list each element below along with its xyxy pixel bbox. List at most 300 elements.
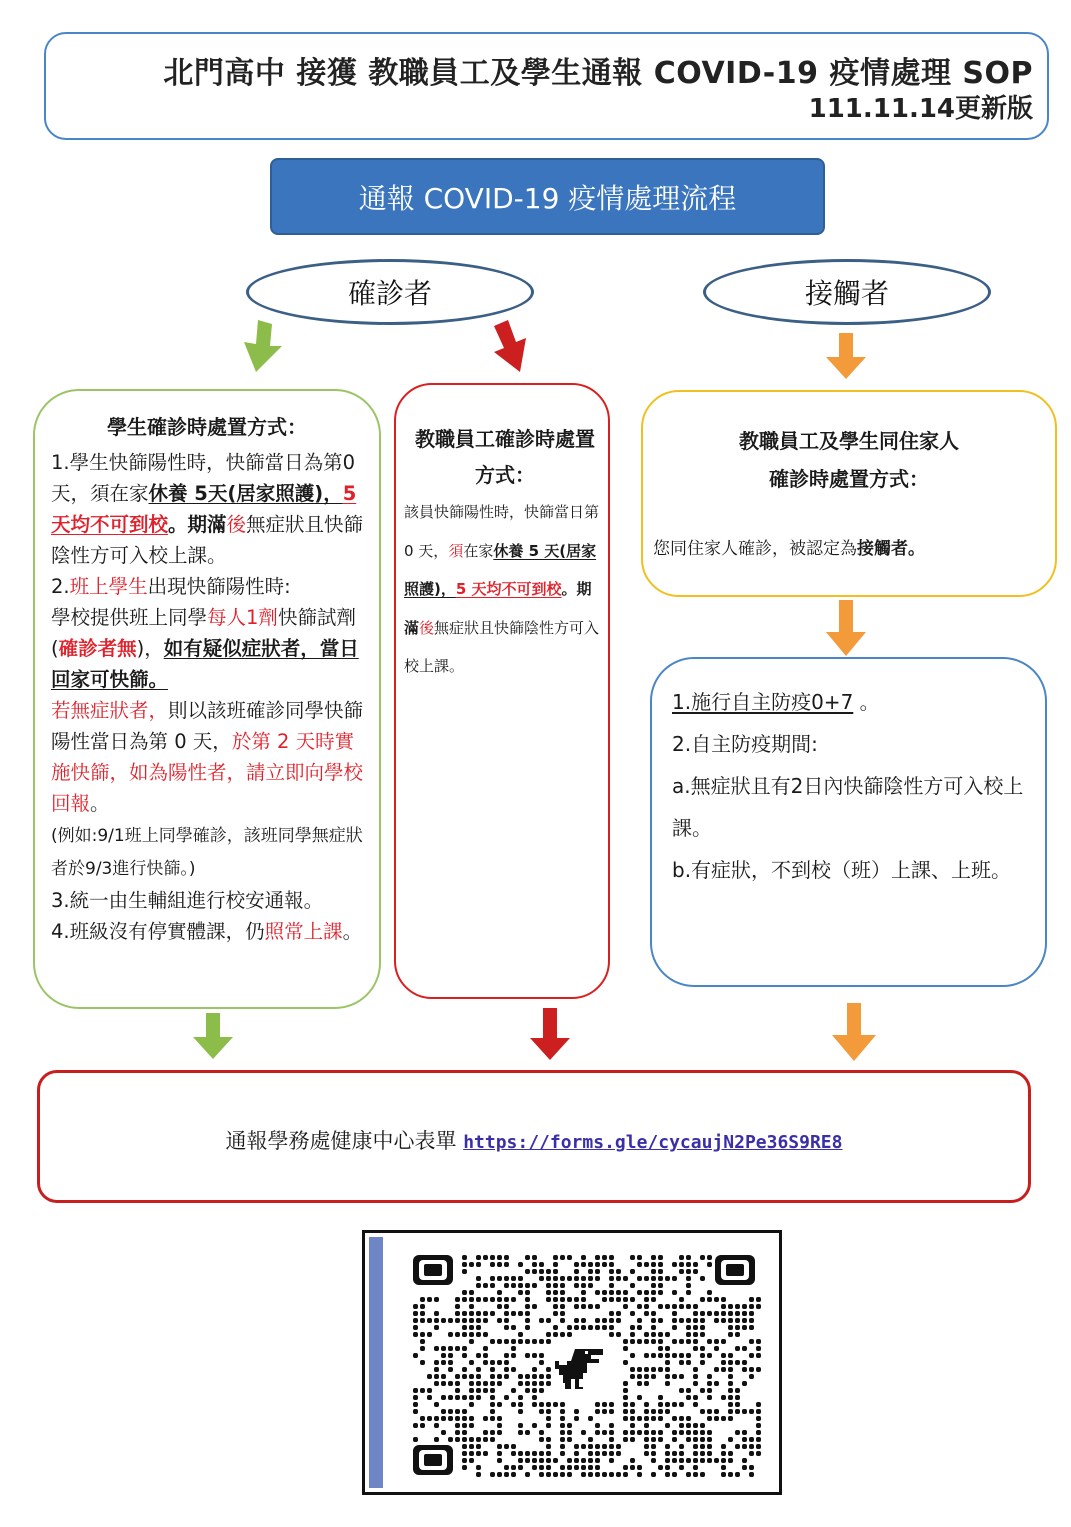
qr-module bbox=[679, 1304, 684, 1309]
qr-module bbox=[490, 1430, 495, 1435]
qr-module bbox=[623, 1430, 628, 1435]
qr-module bbox=[504, 1255, 509, 1260]
qr-module bbox=[693, 1339, 698, 1344]
qr-module bbox=[553, 1290, 558, 1295]
qr-module bbox=[714, 1318, 719, 1323]
qr-module bbox=[462, 1367, 467, 1372]
qr-module bbox=[420, 1388, 425, 1393]
qr-module bbox=[462, 1346, 467, 1351]
qr-module bbox=[595, 1465, 600, 1470]
qr-module bbox=[658, 1318, 663, 1323]
qr-module bbox=[707, 1374, 712, 1379]
qr-module bbox=[420, 1304, 425, 1309]
qr-module bbox=[679, 1262, 684, 1267]
qr-module bbox=[637, 1255, 642, 1260]
qr-module bbox=[427, 1332, 432, 1337]
qr-module bbox=[532, 1465, 537, 1470]
qr-module bbox=[686, 1318, 691, 1323]
qr-module bbox=[476, 1318, 481, 1323]
qr-module bbox=[511, 1311, 516, 1316]
update-date: 111.11.14更新版 bbox=[808, 94, 1033, 124]
qr-module bbox=[693, 1318, 698, 1323]
qr-module bbox=[609, 1318, 614, 1323]
qr-module bbox=[574, 1269, 579, 1274]
qr-module bbox=[525, 1458, 530, 1463]
qr-module bbox=[609, 1297, 614, 1302]
qr-module bbox=[679, 1318, 684, 1323]
qr-module bbox=[462, 1451, 467, 1456]
text: 休養 5天(居家照護)， bbox=[148, 482, 343, 505]
qr-module bbox=[455, 1381, 460, 1386]
qr-module bbox=[525, 1472, 530, 1477]
qr-module bbox=[420, 1297, 425, 1302]
qr-module bbox=[588, 1283, 593, 1288]
qr-module bbox=[560, 1290, 565, 1295]
qr-module bbox=[595, 1430, 600, 1435]
qr-module bbox=[469, 1311, 474, 1316]
qr-module bbox=[574, 1304, 579, 1309]
qr-module bbox=[651, 1276, 656, 1281]
qr-module bbox=[721, 1465, 726, 1470]
qr-code[interactable] bbox=[362, 1230, 782, 1495]
qr-module bbox=[749, 1304, 754, 1309]
qr-module bbox=[637, 1381, 642, 1386]
qr-module bbox=[637, 1395, 642, 1400]
qr-module bbox=[518, 1409, 523, 1414]
qr-module bbox=[476, 1472, 481, 1477]
qr-module bbox=[637, 1304, 642, 1309]
qr-module bbox=[546, 1297, 551, 1302]
qr-module bbox=[686, 1283, 691, 1288]
qr-module bbox=[490, 1395, 495, 1400]
qr-module bbox=[574, 1318, 579, 1323]
qr-module bbox=[469, 1339, 474, 1344]
qr-module bbox=[665, 1360, 670, 1365]
qr-module bbox=[707, 1416, 712, 1421]
qr-module bbox=[721, 1318, 726, 1323]
qr-module bbox=[749, 1374, 754, 1379]
qr-module bbox=[693, 1402, 698, 1407]
qr-module bbox=[623, 1409, 628, 1414]
qr-module bbox=[658, 1304, 663, 1309]
qr-module bbox=[511, 1353, 516, 1358]
qr-module bbox=[693, 1346, 698, 1351]
qr-module bbox=[476, 1444, 481, 1449]
qr-module bbox=[686, 1360, 691, 1365]
qr-module bbox=[693, 1381, 698, 1386]
qr-module bbox=[602, 1402, 607, 1407]
qr-module bbox=[595, 1409, 600, 1414]
qr-module bbox=[595, 1402, 600, 1407]
qr-module bbox=[574, 1465, 579, 1470]
qr-module bbox=[735, 1444, 740, 1449]
qr-module bbox=[504, 1297, 509, 1302]
qr-module bbox=[462, 1353, 467, 1358]
qr-module bbox=[504, 1360, 509, 1365]
qr-module bbox=[665, 1346, 670, 1351]
qr-module bbox=[469, 1395, 474, 1400]
qr-module bbox=[721, 1451, 726, 1456]
qr-module bbox=[651, 1262, 656, 1267]
text: 。期滿 bbox=[168, 513, 227, 536]
text: 2. bbox=[51, 575, 70, 598]
qr-module bbox=[623, 1402, 628, 1407]
qr-module bbox=[427, 1297, 432, 1302]
qr-module bbox=[756, 1367, 761, 1372]
qr-module bbox=[679, 1269, 684, 1274]
qr-module bbox=[644, 1332, 649, 1337]
qr-module bbox=[735, 1318, 740, 1323]
qr-module bbox=[455, 1311, 460, 1316]
qr-module bbox=[679, 1451, 684, 1456]
qr-module bbox=[609, 1444, 614, 1449]
qr-module bbox=[497, 1458, 502, 1463]
qr-module bbox=[700, 1437, 705, 1442]
flow-banner: 通報 COVID-19 疫情處理流程 bbox=[270, 158, 825, 235]
qr-module bbox=[686, 1332, 691, 1337]
qr-module bbox=[532, 1381, 537, 1386]
qr-module bbox=[518, 1283, 523, 1288]
qr-module bbox=[665, 1374, 670, 1379]
qr-module bbox=[546, 1423, 551, 1428]
qr-module bbox=[553, 1304, 558, 1309]
qr-module bbox=[672, 1416, 677, 1421]
qr-module bbox=[651, 1255, 656, 1260]
qr-module bbox=[693, 1269, 698, 1274]
qr-module bbox=[581, 1472, 586, 1477]
text: 於第 2 天時實施快篩，如為陽性者，請立即向學校回報 bbox=[51, 730, 364, 815]
dinosaur-icon bbox=[551, 1341, 615, 1397]
qr-module bbox=[532, 1388, 537, 1393]
qr-module bbox=[595, 1290, 600, 1295]
qr-module bbox=[441, 1346, 446, 1351]
qr-module bbox=[497, 1381, 502, 1386]
qr-module bbox=[749, 1444, 754, 1449]
qr-module bbox=[728, 1360, 733, 1365]
qr-module bbox=[504, 1318, 509, 1323]
qr-module bbox=[595, 1451, 600, 1456]
qr-module bbox=[651, 1444, 656, 1449]
qr-module bbox=[462, 1430, 467, 1435]
qr-module bbox=[525, 1318, 530, 1323]
qr-module bbox=[756, 1451, 761, 1456]
text: )， bbox=[136, 637, 164, 660]
qr-module bbox=[595, 1269, 600, 1274]
qr-module bbox=[455, 1346, 460, 1351]
qr-module bbox=[476, 1451, 481, 1456]
qr-module bbox=[476, 1395, 481, 1400]
qr-module bbox=[749, 1437, 754, 1442]
qr-module bbox=[462, 1297, 467, 1302]
qr-module bbox=[546, 1283, 551, 1288]
qr-module bbox=[756, 1402, 761, 1407]
qr-module bbox=[420, 1423, 425, 1428]
qr-module bbox=[588, 1416, 593, 1421]
qr-module bbox=[686, 1437, 691, 1442]
text: 則以該班確診同學快篩陽性當日為第 0 天， bbox=[51, 699, 364, 753]
qr-module bbox=[749, 1367, 754, 1372]
qr-module bbox=[623, 1276, 628, 1281]
qr-module bbox=[518, 1381, 523, 1386]
qr-module bbox=[560, 1276, 565, 1281]
qr-module bbox=[749, 1409, 754, 1414]
qr-module bbox=[532, 1339, 537, 1344]
qr-module bbox=[693, 1367, 698, 1372]
qr-module bbox=[707, 1437, 712, 1442]
qr-module bbox=[728, 1304, 733, 1309]
report-form-text bbox=[40, 1125, 1028, 1155]
qr-module bbox=[679, 1388, 684, 1393]
qr-module bbox=[602, 1444, 607, 1449]
qr-module bbox=[735, 1409, 740, 1414]
qr-module bbox=[644, 1402, 649, 1407]
qr-module bbox=[581, 1297, 586, 1302]
qr-module bbox=[728, 1388, 733, 1393]
qr-module bbox=[749, 1297, 754, 1302]
qr-module bbox=[693, 1451, 698, 1456]
qr-module bbox=[462, 1311, 467, 1316]
qr-module bbox=[553, 1325, 558, 1330]
qr-module bbox=[693, 1458, 698, 1463]
qr-module bbox=[511, 1297, 516, 1302]
qr-module bbox=[574, 1297, 579, 1302]
qr-module bbox=[672, 1437, 677, 1442]
qr-module bbox=[679, 1465, 684, 1470]
qr-module bbox=[609, 1262, 614, 1267]
qr-module bbox=[651, 1458, 656, 1463]
qr-module bbox=[644, 1311, 649, 1316]
qr-module bbox=[546, 1367, 551, 1372]
qr-module bbox=[658, 1416, 663, 1421]
qr-module bbox=[518, 1276, 523, 1281]
qr-module bbox=[539, 1472, 544, 1477]
qr-module bbox=[483, 1346, 488, 1351]
qr-module bbox=[434, 1297, 439, 1302]
qr-module bbox=[637, 1430, 642, 1435]
qr-module bbox=[462, 1437, 467, 1442]
qr-module bbox=[427, 1374, 432, 1379]
qr-module bbox=[679, 1402, 684, 1407]
qr-module bbox=[455, 1416, 460, 1421]
text: 學校提供班上同學 bbox=[51, 606, 208, 629]
qr-module bbox=[518, 1423, 523, 1428]
qr-module bbox=[630, 1409, 635, 1414]
qr-module bbox=[448, 1318, 453, 1323]
qr-module bbox=[581, 1325, 586, 1330]
qr-module bbox=[658, 1430, 663, 1435]
qr-module bbox=[462, 1444, 467, 1449]
qr-module bbox=[553, 1276, 558, 1281]
text: 4.班級沒有停實體課，仍 bbox=[51, 920, 265, 943]
qr-module bbox=[497, 1472, 502, 1477]
qr-module bbox=[476, 1388, 481, 1393]
text: 後 bbox=[419, 618, 435, 637]
qr-module bbox=[700, 1451, 705, 1456]
text: 確診者無 bbox=[58, 637, 137, 660]
staff-procedure-title: 教職員工確診時處置方式： bbox=[415, 427, 595, 487]
qr-module bbox=[630, 1458, 635, 1463]
qr-module bbox=[504, 1465, 509, 1470]
qr-module bbox=[483, 1360, 488, 1365]
qr-module bbox=[546, 1472, 551, 1477]
qr-module bbox=[707, 1458, 712, 1463]
qr-module bbox=[728, 1416, 733, 1421]
qr-module bbox=[637, 1276, 642, 1281]
qr-module bbox=[700, 1472, 705, 1477]
qr-module bbox=[609, 1409, 614, 1414]
qr-module bbox=[623, 1360, 628, 1365]
qr-module bbox=[532, 1423, 537, 1428]
qr-module bbox=[714, 1409, 719, 1414]
qr-module bbox=[623, 1395, 628, 1400]
report-form-label: 通報學務處健康中心表單 bbox=[225, 1129, 464, 1153]
text: 如有疑似症狀者，當日回家可快篩。 bbox=[51, 637, 359, 691]
qr-module bbox=[581, 1444, 586, 1449]
qr-module bbox=[504, 1304, 509, 1309]
qr-module bbox=[679, 1416, 684, 1421]
qr-module bbox=[511, 1325, 516, 1330]
qr-module bbox=[560, 1416, 565, 1421]
qr-module bbox=[728, 1451, 733, 1456]
qr-module bbox=[651, 1374, 656, 1379]
qr-module bbox=[707, 1395, 712, 1400]
qr-module bbox=[672, 1374, 677, 1379]
qr-module bbox=[546, 1458, 551, 1463]
qr-module bbox=[483, 1416, 488, 1421]
qr-module bbox=[756, 1423, 761, 1428]
qr-module bbox=[525, 1325, 530, 1330]
qr-module bbox=[651, 1472, 656, 1477]
qr-module bbox=[518, 1290, 523, 1295]
qr-module bbox=[483, 1430, 488, 1435]
qr-module bbox=[658, 1339, 663, 1344]
qr-module bbox=[644, 1374, 649, 1379]
qr-module bbox=[476, 1255, 481, 1260]
qr-module bbox=[574, 1409, 579, 1414]
qr-module bbox=[665, 1304, 670, 1309]
qr-module bbox=[560, 1304, 565, 1309]
qr-module bbox=[539, 1353, 544, 1358]
qr-module bbox=[623, 1290, 628, 1295]
qr-module bbox=[700, 1297, 705, 1302]
qr-module bbox=[497, 1318, 502, 1323]
qr-module bbox=[539, 1465, 544, 1470]
qr-module bbox=[609, 1325, 614, 1330]
qr-module bbox=[539, 1430, 544, 1435]
qr-module bbox=[630, 1283, 635, 1288]
qr-module bbox=[462, 1458, 467, 1463]
qr-module bbox=[637, 1465, 642, 1470]
qr-module bbox=[462, 1374, 467, 1379]
qr-module bbox=[728, 1458, 733, 1463]
qr-module bbox=[735, 1346, 740, 1351]
text: 休養 5 天(居家照護)， bbox=[404, 541, 597, 598]
text: 3.統一由生輔組進行校安通報。 bbox=[51, 889, 324, 912]
qr-module bbox=[476, 1381, 481, 1386]
qr-module bbox=[651, 1297, 656, 1302]
qr-module bbox=[553, 1402, 558, 1407]
report-form-link[interactable]: https://forms.gle/cycaujN2Pe36S9RE8 bbox=[463, 1132, 843, 1153]
qr-module bbox=[455, 1297, 460, 1302]
qr-module bbox=[462, 1262, 467, 1267]
qr-module bbox=[721, 1339, 726, 1344]
qr-module bbox=[742, 1318, 747, 1323]
qr-module bbox=[483, 1255, 488, 1260]
qr-module bbox=[434, 1402, 439, 1407]
qr-module bbox=[567, 1325, 572, 1330]
qr-module bbox=[469, 1458, 474, 1463]
qr-module bbox=[413, 1353, 418, 1358]
qr-module bbox=[623, 1346, 628, 1351]
qr-module bbox=[735, 1430, 740, 1435]
qr-module bbox=[532, 1255, 537, 1260]
qr-module bbox=[609, 1430, 614, 1435]
qr-module bbox=[700, 1409, 705, 1414]
qr-module bbox=[483, 1437, 488, 1442]
qr-module bbox=[630, 1402, 635, 1407]
qr-module bbox=[665, 1472, 670, 1477]
qr-module bbox=[728, 1367, 733, 1372]
text: 。期滿 bbox=[404, 580, 592, 637]
qr-module bbox=[413, 1318, 418, 1323]
qr-module bbox=[672, 1276, 677, 1281]
qr-module bbox=[721, 1395, 726, 1400]
qr-module bbox=[497, 1423, 502, 1428]
qr-module bbox=[714, 1458, 719, 1463]
qr-module bbox=[462, 1325, 467, 1330]
qr-module bbox=[735, 1360, 740, 1365]
qr-module bbox=[567, 1458, 572, 1463]
qr-module bbox=[728, 1325, 733, 1330]
qr-module bbox=[448, 1381, 453, 1386]
qr-module bbox=[714, 1416, 719, 1421]
qr-module bbox=[518, 1311, 523, 1316]
qr-module bbox=[665, 1444, 670, 1449]
qr-module bbox=[672, 1325, 677, 1330]
qr-module bbox=[644, 1353, 649, 1358]
qr-module bbox=[637, 1290, 642, 1295]
qr-module bbox=[455, 1318, 460, 1323]
qr-module bbox=[413, 1332, 418, 1337]
qr-module bbox=[525, 1451, 530, 1456]
qr-module bbox=[413, 1423, 418, 1428]
qr-module bbox=[665, 1353, 670, 1358]
qr-module bbox=[588, 1458, 593, 1463]
qr-module bbox=[700, 1255, 705, 1260]
qr-module bbox=[686, 1395, 691, 1400]
qr-module bbox=[476, 1325, 481, 1330]
qr-module bbox=[672, 1262, 677, 1267]
qr-module bbox=[700, 1276, 705, 1281]
qr-module bbox=[539, 1409, 544, 1414]
qr-module bbox=[721, 1416, 726, 1421]
qr-module bbox=[560, 1409, 565, 1414]
qr-module bbox=[616, 1318, 621, 1323]
qr-module bbox=[707, 1339, 712, 1344]
qr-module bbox=[630, 1311, 635, 1316]
qr-module bbox=[511, 1472, 516, 1477]
qr-module bbox=[630, 1465, 635, 1470]
qr-module bbox=[588, 1444, 593, 1449]
qr-module bbox=[490, 1381, 495, 1386]
qr-module bbox=[581, 1276, 586, 1281]
qr-module bbox=[595, 1276, 600, 1281]
qr-module bbox=[749, 1465, 754, 1470]
qr-module bbox=[525, 1353, 530, 1358]
qr-module bbox=[637, 1325, 642, 1330]
qr-module bbox=[497, 1451, 502, 1456]
qr-module bbox=[630, 1367, 635, 1372]
